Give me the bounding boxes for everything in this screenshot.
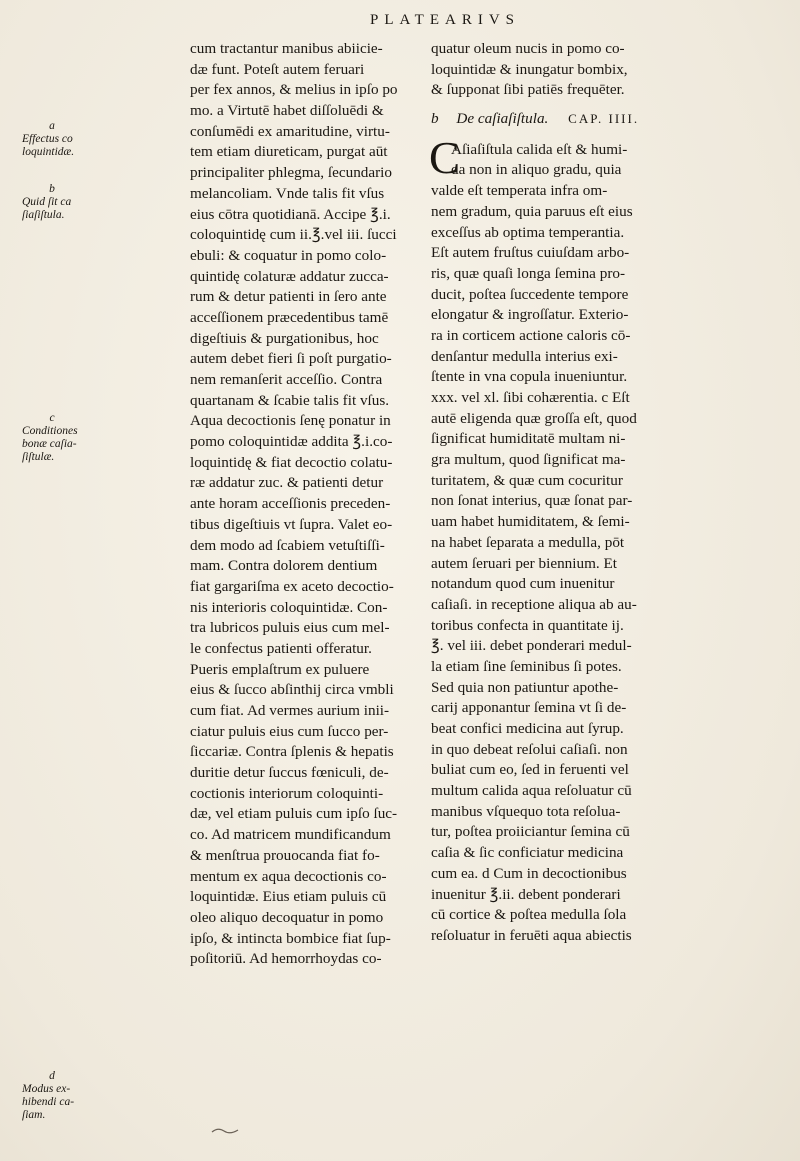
text-line: notandum quod cum inuenitur (431, 575, 615, 593)
text-line: ris, quæ quaſi longa ſemina pro- (431, 264, 626, 282)
text-line: caſiaſi. in receptione aliqua ab au- (431, 595, 637, 613)
text-line: ſignificat humiditatē multam ni- (431, 430, 626, 448)
text-line: digeſtiuis & purgationibus, hoc (190, 329, 379, 347)
margin-note-c (22, 412, 92, 464)
text-line: coloquintidę cum ii.℥.vel iii. ſucci (190, 226, 397, 244)
text-line: & menſtrua prouocanda fiat fo- (190, 846, 380, 864)
text-line: Eſt autem fruſtus cuiuſdam arbo- (431, 244, 630, 262)
text-line: mo. a Virtutē habet diſſoluēdi & (190, 102, 384, 120)
text-line: dæ, vel etiam puluis cum ipſo ſuc- (190, 805, 398, 823)
text-line: in quo debeat reſolui caſiaſi. non (431, 740, 628, 758)
text-line: na habet ſeparata a medulla, pōt (431, 533, 625, 551)
text-line: turitatem, & quæ cum cocuritur (431, 471, 623, 489)
text-line: cū cortice & poſtea medulla ſola (431, 906, 627, 924)
ink-smudge (210, 1125, 240, 1135)
margin-note-line: Quid ſit ca (22, 196, 72, 208)
heading-note-letter: b (431, 110, 439, 128)
text-line: tem etiam diureticam, purgat aūt (190, 143, 388, 161)
text-line: ducit, poſtea ſuccedente tempore (431, 285, 629, 303)
text-line: principaliter phlegma, ſecundario (190, 164, 392, 182)
margin-note-line: ſiſtulæ. (22, 451, 55, 463)
text-line: toribus confecta in quantitate ij. (431, 616, 624, 634)
text-line: ante horam acceſſionis preceden- (190, 495, 391, 513)
text-line: quintidę colaturæ addatur zucca- (190, 267, 389, 285)
text-line: gra multum, quod ſignificat ma- (431, 451, 626, 469)
margin-note-b (22, 183, 92, 222)
text-line: ſtente in vna copula inueniuntur. (431, 368, 628, 386)
text-line: & ſupponat ſibi patiēs frequēter. (431, 81, 625, 99)
chapter-heading (431, 109, 771, 130)
text-line: quartanam & ſcabie talis fit vſus. (190, 391, 390, 409)
text-line: autem ſeruari per biennium. Et (431, 554, 617, 572)
text-line: duritie detur ſuccus fœniculi, de- (190, 764, 389, 782)
text-line: poſitoriū. Ad hemorrhoydas co- (190, 950, 382, 968)
text-line: coctionis interiorum coloquinti- (190, 784, 384, 802)
text-line: Aqua decoctionis ſenę ponatur in (190, 412, 391, 430)
text-line: ſiccariæ. Contra ſplenis & hepatis (190, 743, 394, 761)
margin-note-letter: a (49, 120, 55, 132)
margin-note-d (22, 1070, 92, 1122)
text-line: valde eſt temperata infra om- (431, 182, 608, 200)
text-line: reſoluatur in feruēti aqua abiectis (431, 926, 632, 944)
margin-note-line: bonæ caſia- (22, 438, 77, 450)
margin-note-line: ſiam. (22, 1109, 46, 1121)
text-line: caſia & ſic conficiatur medicina (431, 844, 624, 862)
text-line: ciatur puluis eius cum ſucco per- (190, 722, 389, 740)
text-line: elongatur & ingroſſatur. Exterio- (431, 306, 629, 324)
left-text-column (190, 39, 422, 970)
text-line: loquintidæ & inungatur bombix, (431, 60, 628, 78)
text-line: acceſſionem præcedentibus tamē (190, 308, 389, 326)
text-line: xxx. vel xl. ſibi cohærentia. c Eſt (431, 389, 630, 406)
text-line: tur, poſtea proiiciantur ſemina cū (431, 823, 630, 841)
text-line: ra in corticem actione caloris cō- (431, 326, 631, 344)
chapter-title: De caſiaſiſtula. (456, 110, 549, 128)
text-line: ræ addatur zuc. & patienti detur (190, 474, 384, 492)
text-line: Sed quia non patiuntur apothe- (431, 678, 619, 696)
margin-note-line: Modus ex- (22, 1083, 71, 1095)
text-line: cum ea. d Cum in decoctionibus (431, 864, 627, 882)
text-line: nem remanſerit acceſſio. Contra (190, 371, 383, 388)
chapter-opening (429, 131, 771, 183)
text-line: ebuli: & coquatur in pomo colo- (190, 246, 387, 264)
text-line: Pueris emplaſtrum ex puluere (190, 660, 370, 678)
margin-note-line: loquintidæ. (22, 146, 75, 158)
text-line: eius cōtra quotidianā. Accipe ℥.i. (190, 205, 391, 223)
margin-note-letter: b (49, 183, 55, 195)
text-line: loquintidæ. Eius etiam puluis cū (190, 888, 387, 906)
text-line: ℥. vel iii. debet ponderari medul- (431, 637, 632, 655)
text-line: loquintidę & fiat decoctio colatu- (190, 453, 393, 471)
text-line: autem debet fieri ſi poſt purgatio- (190, 350, 392, 368)
text-line: mentum ex aqua decoctionis co- (190, 867, 387, 885)
text-line: Aſiaſiſtula calida eſt & humi- (451, 140, 628, 158)
text-line: conſumēdi ex amaritudine, virtu- (190, 122, 390, 140)
text-line: cum tractantur manibus abiicie- (190, 40, 383, 57)
text-line: pomo coloquintidæ addita ℥.i.co- (190, 433, 393, 451)
text-line: tra lubricos puluis eius cum mel- (190, 619, 390, 637)
text-line: denſantur medulla interius exi- (431, 347, 618, 365)
text-line: fiat gargariſma ex aceto decoctio- (190, 577, 394, 595)
text-line: autē eligenda quæ groſſa eſt, quod (431, 409, 637, 427)
text-line: eius & ſucco abſinthij circa vmbli (190, 681, 394, 699)
chapter-number: CAP. IIII. (568, 111, 640, 127)
drop-cap: C (429, 131, 460, 183)
text-line: exceſſus ab optima temperantia. (431, 223, 625, 241)
text-line: dæ funt. Poteſt autem feruari (190, 60, 365, 78)
margin-note-line: Effectus co (22, 133, 73, 145)
text-line: melancoliam. Vnde talis fit vſus (190, 184, 385, 202)
text-line: nis interioris coloquintidæ. Con- (190, 598, 388, 616)
text-line: co. Ad matricem mundificandum (190, 826, 391, 844)
text-line: cum fiat. Ad vermes aurium inii- (190, 702, 390, 719)
text-line: inuenitur ℥.ii. debent ponderari (431, 885, 621, 903)
text-line: uam habet humiditatem, & ſemi- (431, 513, 630, 531)
text-line: nem gradum, quia paruus eſt eius (431, 202, 633, 220)
right-text-column (431, 39, 771, 947)
text-line: quatur oleum nucis in pomo co- (431, 40, 625, 57)
text-line: multum calida aqua reſoluatur cū (431, 782, 632, 800)
text-line: mam. Contra dolorem dentium (190, 557, 378, 575)
text-line: beat confici medicina aut ſyrup. (431, 720, 624, 737)
text-line: manibus vſquequo tota reſolua- (431, 802, 621, 820)
text-line: tibus digeſtiuis vt ſupra. Valet eo- (190, 515, 393, 533)
text-line: dem modo ad ſcabiem vetuſtiſſi- (190, 536, 385, 554)
margin-note-line: hibendi ca- (22, 1096, 75, 1108)
text-line: le confectus patienti offeratur. (190, 639, 372, 657)
running-head: PLATEARIVS (370, 12, 521, 28)
margin-note-line: Conditiones (22, 425, 78, 437)
text-line: rum & detur patienti in ſero ante (190, 288, 387, 306)
margin-note-letter: d (49, 1070, 55, 1082)
margin-note-line: ſiaſiſtula. (22, 209, 65, 221)
margin-note-a (22, 120, 92, 159)
text-line: non ſonat interius, quæ ſonat par- (431, 492, 633, 510)
text-line: carij apponantur ſemina vt ſi de- (431, 699, 627, 717)
text-line: per fex annos, & melius in ipſo po (190, 81, 398, 99)
chapter-body (431, 181, 771, 946)
margin-note-letter: c (49, 412, 55, 424)
text-line: oleo aliquo decoquatur in pomo (190, 908, 384, 926)
text-line: ipſo, & intincta bombice fiat ſup- (190, 929, 391, 947)
text-line: da non in aliquo gradu, quia (451, 161, 622, 179)
text-line: la etiam ſine ſeminibus ſi potes. (431, 657, 622, 675)
text-line: buliat cum eo, ſed in feruenti vel (431, 761, 629, 779)
